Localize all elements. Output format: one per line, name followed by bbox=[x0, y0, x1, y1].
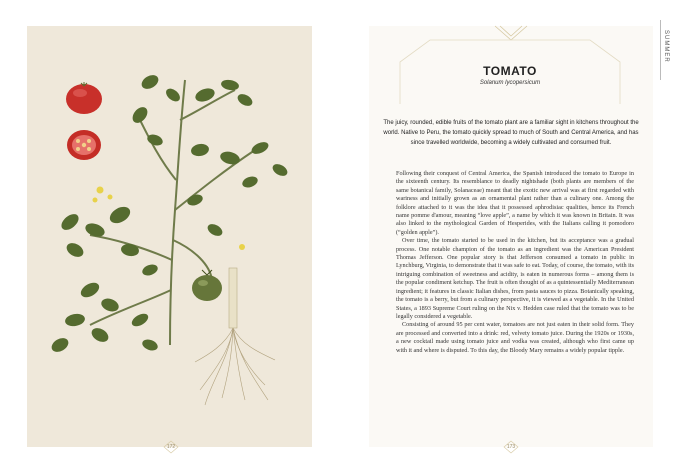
top-ornament bbox=[495, 26, 527, 40]
page-title: TOMATO bbox=[483, 64, 537, 78]
title-block bbox=[400, 40, 620, 104]
paragraph: Over time, the tomato started to be used in the kitchen, but its acceptance was a gradual process. One notable champion of the tomato as an ingredient was the American President Thomas Jefferson. One popular story is that Jefferson consumed a tomato in public in Lynchburg, Virginia, to demonstrate that it was safe to eat. Today, of course, the tomato, with its intriguing combination of sweetness and acidity, is eaten in numerous forms – among them is the popular condiment ketchup. The fruit is often thought of as a quintessentially Mediterranean ingredient; it features in classic Italian dishes, from pasta sauces to pizza. Botanically speaking, the tomato is a berry, but from a culinary perspective, it is viewed as a vegetable. In the United States, a 1893 Supreme Court ruling on the Nix v. Hedden case ruled that the tomato was to be legally considered a vegetable. bbox=[396, 237, 634, 320]
section-label: SUMMER bbox=[663, 30, 669, 63]
latin-name: Solanum lycopersicum bbox=[479, 80, 541, 86]
body-text bbox=[396, 170, 634, 355]
bottom-ornament bbox=[164, 441, 518, 453]
page-number-left: 172 bbox=[166, 444, 176, 450]
paragraph: Consisting of around 95 per cent water, tomatoes are not just eaten in their solid form. They are processed and converted into a drink: red, velvety tomato juice. During the 1920s or 1930s, a new cocktail made using tomato juice and vodka was created, although who first came up with it and where is disputed. To this day, the Bloody Mary remains a widely popular tipple. bbox=[396, 321, 634, 354]
paragraph: Following their conquest of Central America, the Spanish introduced the tomato to Europe in the sixteenth century. Its resemblance to deadly nightshade (both plants are members of the same botanical family, Solanaceae) meant that the exotic new arrival was at first regarded with wariness and initially grown as an ornamental plant rather than a culinary one. Among the folklore attached to it was the idea that it possessed aphrodisiac qualities, hence its French name pomme d'amour, meaning “love apple”, a name by which it was known in Britain. It was also linked to the mythological Garden of Hesperides, with the Italians calling it pomodoro (“golden apple”). bbox=[396, 170, 634, 236]
section-tab-line bbox=[660, 20, 661, 80]
intro-paragraph: The juicy, rounded, edible fruits of the tomato plant are a familiar sight in kitchens throughout the world. Native to Peru, the tomato quickly spread to much of South and Central America, and has since travelled worldwide, becoming a widely cultivated and consumed fruit. bbox=[383, 120, 639, 146]
whole-tomato-drawing bbox=[66, 82, 102, 114]
page-number-right: 173 bbox=[506, 444, 516, 450]
page-notch bbox=[307, 230, 315, 244]
green-tomato-drawing bbox=[192, 270, 222, 301]
tomato-slice-drawing bbox=[67, 130, 101, 160]
